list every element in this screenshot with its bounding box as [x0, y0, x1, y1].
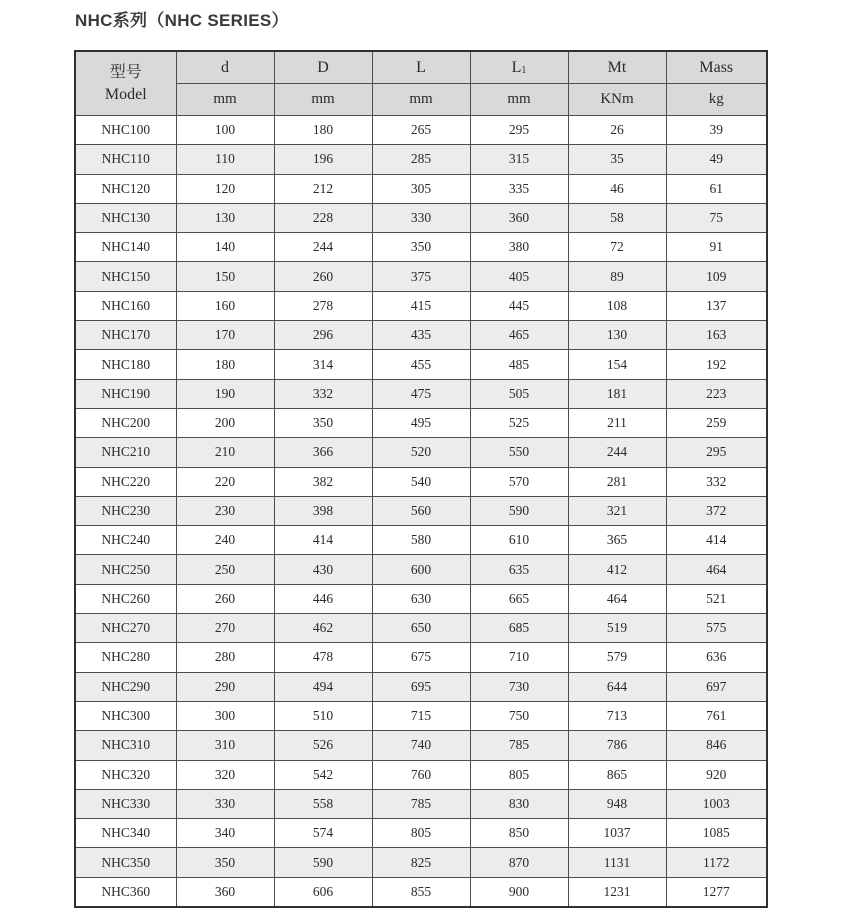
value-cell: 372 — [666, 496, 767, 525]
value-cell: 415 — [372, 291, 470, 320]
value-cell: 1277 — [666, 877, 767, 907]
value-cell: 180 — [274, 116, 372, 145]
value-cell: 750 — [470, 701, 568, 730]
value-cell: 525 — [470, 408, 568, 437]
model-cell: NHC170 — [75, 321, 176, 350]
table-row — [75, 526, 767, 555]
value-cell: 91 — [666, 233, 767, 262]
unit-col-Mass: kg — [666, 84, 767, 116]
table-row — [75, 233, 767, 262]
model-cell: NHC270 — [75, 614, 176, 643]
value-cell: 455 — [372, 350, 470, 379]
value-cell: 350 — [274, 408, 372, 437]
value-cell: 49 — [666, 145, 767, 174]
table-row — [75, 262, 767, 291]
value-cell: 478 — [274, 643, 372, 672]
value-cell: 196 — [274, 145, 372, 174]
model-cell: NHC150 — [75, 262, 176, 291]
model-cell: NHC200 — [75, 408, 176, 437]
table-row — [75, 321, 767, 350]
value-cell: 360 — [176, 877, 274, 907]
value-cell: 366 — [274, 438, 372, 467]
value-cell: 108 — [568, 291, 666, 320]
value-cell: 920 — [666, 760, 767, 789]
page-title: NHC系列（NHC SERIES） — [75, 11, 289, 30]
table-row — [75, 408, 767, 437]
value-cell: 675 — [372, 643, 470, 672]
table-row — [75, 760, 767, 789]
model-cell: NHC340 — [75, 819, 176, 848]
model-cell: NHC110 — [75, 145, 176, 174]
value-cell: 285 — [372, 145, 470, 174]
value-cell: 464 — [666, 555, 767, 584]
value-cell: 398 — [274, 496, 372, 525]
value-cell: 846 — [666, 731, 767, 760]
value-cell: 730 — [470, 672, 568, 701]
value-cell: 414 — [666, 526, 767, 555]
value-cell: 1085 — [666, 819, 767, 848]
value-cell: 250 — [176, 555, 274, 584]
table-row — [75, 877, 767, 907]
value-cell: 230 — [176, 496, 274, 525]
unit-col-L1: mm — [470, 84, 568, 116]
header-col-L1-subscript: 1 — [521, 64, 527, 76]
model-cell: NHC210 — [75, 438, 176, 467]
value-cell: 314 — [274, 350, 372, 379]
value-cell: 181 — [568, 379, 666, 408]
value-cell: 240 — [176, 526, 274, 555]
model-cell: NHC240 — [75, 526, 176, 555]
header-col-L: L — [372, 51, 470, 84]
value-cell: 89 — [568, 262, 666, 291]
value-cell: 360 — [470, 203, 568, 232]
value-cell: 685 — [470, 614, 568, 643]
table-row — [75, 379, 767, 408]
model-cell: NHC160 — [75, 291, 176, 320]
table-row — [75, 203, 767, 232]
value-cell: 295 — [470, 116, 568, 145]
value-cell: 295 — [666, 438, 767, 467]
value-cell: 1003 — [666, 789, 767, 818]
model-cell: NHC220 — [75, 467, 176, 496]
value-cell: 321 — [568, 496, 666, 525]
value-cell: 260 — [274, 262, 372, 291]
value-cell: 300 — [176, 701, 274, 730]
value-cell: 109 — [666, 262, 767, 291]
value-cell: 72 — [568, 233, 666, 262]
value-cell: 665 — [470, 584, 568, 613]
table-row — [75, 467, 767, 496]
value-cell: 521 — [666, 584, 767, 613]
value-cell: 464 — [568, 584, 666, 613]
value-cell: 39 — [666, 116, 767, 145]
model-cell: NHC360 — [75, 877, 176, 907]
unit-col-Mt: KNm — [568, 84, 666, 116]
value-cell: 850 — [470, 819, 568, 848]
model-cell: NHC350 — [75, 848, 176, 877]
table-row — [75, 145, 767, 174]
value-cell: 574 — [274, 819, 372, 848]
value-cell: 211 — [568, 408, 666, 437]
value-cell: 160 — [176, 291, 274, 320]
value-cell: 58 — [568, 203, 666, 232]
value-cell: 550 — [470, 438, 568, 467]
table-row — [75, 701, 767, 730]
value-cell: 805 — [470, 760, 568, 789]
value-cell: 446 — [274, 584, 372, 613]
value-cell: 380 — [470, 233, 568, 262]
value-cell: 212 — [274, 174, 372, 203]
header-col-Mass: Mass — [666, 51, 767, 84]
table-row — [75, 496, 767, 525]
value-cell: 761 — [666, 701, 767, 730]
model-cell: NHC320 — [75, 760, 176, 789]
value-cell: 210 — [176, 438, 274, 467]
value-cell: 1131 — [568, 848, 666, 877]
value-cell: 150 — [176, 262, 274, 291]
value-cell: 290 — [176, 672, 274, 701]
value-cell: 579 — [568, 643, 666, 672]
header-unit-row — [75, 84, 767, 116]
unit-col-d: mm — [176, 84, 274, 116]
value-cell: 330 — [372, 203, 470, 232]
value-cell: 740 — [372, 731, 470, 760]
table-row — [75, 848, 767, 877]
value-cell: 900 — [470, 877, 568, 907]
value-cell: 320 — [176, 760, 274, 789]
value-cell: 180 — [176, 350, 274, 379]
value-cell: 61 — [666, 174, 767, 203]
header-model-en: Model — [104, 85, 147, 103]
header-col-d: d — [176, 51, 274, 84]
value-cell: 46 — [568, 174, 666, 203]
value-cell: 635 — [470, 555, 568, 584]
value-cell: 200 — [176, 408, 274, 437]
value-cell: 785 — [470, 731, 568, 760]
header-model-cn: 型号 — [109, 63, 142, 81]
value-cell: 610 — [470, 526, 568, 555]
value-cell: 26 — [568, 116, 666, 145]
value-cell: 510 — [274, 701, 372, 730]
model-cell: NHC280 — [75, 643, 176, 672]
table-row — [75, 614, 767, 643]
value-cell: 650 — [372, 614, 470, 643]
value-cell: 281 — [568, 467, 666, 496]
unit-col-L: mm — [372, 84, 470, 116]
value-cell: 494 — [274, 672, 372, 701]
value-cell: 244 — [274, 233, 372, 262]
value-cell: 350 — [176, 848, 274, 877]
model-cell: NHC120 — [75, 174, 176, 203]
value-cell: 259 — [666, 408, 767, 437]
value-cell: 163 — [666, 321, 767, 350]
table-body — [75, 116, 767, 908]
value-cell: 265 — [372, 116, 470, 145]
spec-table — [74, 50, 768, 908]
value-cell: 462 — [274, 614, 372, 643]
value-cell: 825 — [372, 848, 470, 877]
value-cell: 110 — [176, 145, 274, 174]
value-cell: 715 — [372, 701, 470, 730]
table-row — [75, 643, 767, 672]
value-cell: 870 — [470, 848, 568, 877]
table-row — [75, 819, 767, 848]
value-cell: 330 — [176, 789, 274, 818]
value-cell: 170 — [176, 321, 274, 350]
model-cell: NHC130 — [75, 203, 176, 232]
table-row — [75, 672, 767, 701]
table-row — [75, 350, 767, 379]
value-cell: 485 — [470, 350, 568, 379]
value-cell: 445 — [470, 291, 568, 320]
header-col-D: D — [274, 51, 372, 84]
value-cell: 335 — [470, 174, 568, 203]
table-row — [75, 116, 767, 145]
value-cell: 310 — [176, 731, 274, 760]
value-cell: 280 — [176, 643, 274, 672]
table-row — [75, 789, 767, 818]
value-cell: 260 — [176, 584, 274, 613]
value-cell: 570 — [470, 467, 568, 496]
model-cell: NHC310 — [75, 731, 176, 760]
value-cell: 644 — [568, 672, 666, 701]
value-cell: 505 — [470, 379, 568, 408]
value-cell: 695 — [372, 672, 470, 701]
value-cell: 520 — [372, 438, 470, 467]
model-cell: NHC300 — [75, 701, 176, 730]
table-row — [75, 555, 767, 584]
value-cell: 430 — [274, 555, 372, 584]
value-cell: 713 — [568, 701, 666, 730]
value-cell: 405 — [470, 262, 568, 291]
header-model — [75, 51, 176, 116]
value-cell: 412 — [568, 555, 666, 584]
value-cell: 475 — [372, 379, 470, 408]
header-name-row — [75, 51, 767, 84]
model-cell: NHC100 — [75, 116, 176, 145]
table-row — [75, 291, 767, 320]
model-cell: NHC230 — [75, 496, 176, 525]
value-cell: 948 — [568, 789, 666, 818]
unit-col-D: mm — [274, 84, 372, 116]
value-cell: 382 — [274, 467, 372, 496]
value-cell: 630 — [372, 584, 470, 613]
value-cell: 1172 — [666, 848, 767, 877]
value-cell: 278 — [274, 291, 372, 320]
value-cell: 540 — [372, 467, 470, 496]
value-cell: 590 — [470, 496, 568, 525]
value-cell: 137 — [666, 291, 767, 320]
value-cell: 519 — [568, 614, 666, 643]
table-row — [75, 174, 767, 203]
value-cell: 805 — [372, 819, 470, 848]
table-row — [75, 584, 767, 613]
value-cell: 228 — [274, 203, 372, 232]
value-cell: 35 — [568, 145, 666, 174]
value-cell: 305 — [372, 174, 470, 203]
value-cell: 636 — [666, 643, 767, 672]
value-cell: 590 — [274, 848, 372, 877]
value-cell: 495 — [372, 408, 470, 437]
value-cell: 244 — [568, 438, 666, 467]
value-cell: 270 — [176, 614, 274, 643]
value-cell: 365 — [568, 526, 666, 555]
value-cell: 575 — [666, 614, 767, 643]
table-header — [75, 51, 767, 116]
value-cell: 414 — [274, 526, 372, 555]
value-cell: 542 — [274, 760, 372, 789]
value-cell: 865 — [568, 760, 666, 789]
value-cell: 560 — [372, 496, 470, 525]
value-cell: 606 — [274, 877, 372, 907]
value-cell: 332 — [666, 467, 767, 496]
value-cell: 760 — [372, 760, 470, 789]
value-cell: 558 — [274, 789, 372, 818]
value-cell: 697 — [666, 672, 767, 701]
value-cell: 580 — [372, 526, 470, 555]
header-col-Mt: Mt — [568, 51, 666, 84]
value-cell: 1231 — [568, 877, 666, 907]
value-cell: 130 — [176, 203, 274, 232]
value-cell: 100 — [176, 116, 274, 145]
value-cell: 140 — [176, 233, 274, 262]
table-row — [75, 731, 767, 760]
value-cell: 130 — [568, 321, 666, 350]
value-cell: 465 — [470, 321, 568, 350]
value-cell: 190 — [176, 379, 274, 408]
value-cell: 786 — [568, 731, 666, 760]
value-cell: 855 — [372, 877, 470, 907]
value-cell: 296 — [274, 321, 372, 350]
value-cell: 830 — [470, 789, 568, 818]
value-cell: 154 — [568, 350, 666, 379]
value-cell: 315 — [470, 145, 568, 174]
model-cell: NHC140 — [75, 233, 176, 262]
value-cell: 435 — [372, 321, 470, 350]
value-cell: 350 — [372, 233, 470, 262]
model-cell: NHC330 — [75, 789, 176, 818]
value-cell: 710 — [470, 643, 568, 672]
model-cell: NHC190 — [75, 379, 176, 408]
value-cell: 600 — [372, 555, 470, 584]
table-row — [75, 438, 767, 467]
header-col-L1: $L_1$ — [470, 51, 568, 84]
value-cell: 120 — [176, 174, 274, 203]
model-cell: NHC260 — [75, 584, 176, 613]
value-cell: 340 — [176, 819, 274, 848]
value-cell: 220 — [176, 467, 274, 496]
value-cell: 332 — [274, 379, 372, 408]
value-cell: 192 — [666, 350, 767, 379]
model-cell: NHC290 — [75, 672, 176, 701]
value-cell: 785 — [372, 789, 470, 818]
value-cell: 75 — [666, 203, 767, 232]
model-cell: NHC180 — [75, 350, 176, 379]
value-cell: 223 — [666, 379, 767, 408]
value-cell: 526 — [274, 731, 372, 760]
model-cell: NHC250 — [75, 555, 176, 584]
value-cell: 1037 — [568, 819, 666, 848]
value-cell: 375 — [372, 262, 470, 291]
